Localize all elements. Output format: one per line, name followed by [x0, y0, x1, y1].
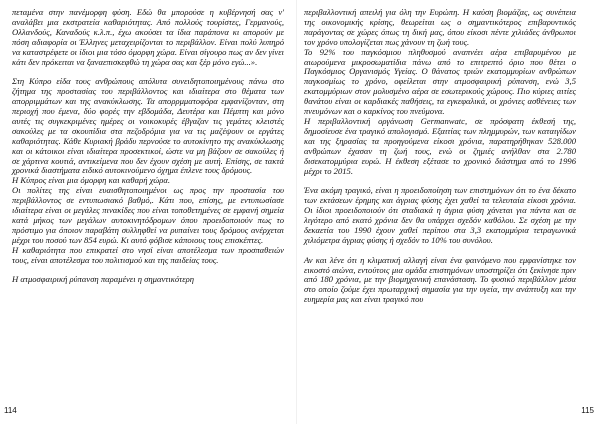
left-paragraph-6: Η ατμοσφαιρική ρύπανση παραμένει η σημαντικότερη	[12, 274, 195, 285]
left-paragraph-4: Οι πολίτες της είναι ευαισθητοποιημένοι ως προς την προστασία του περιβάλλοντος σε εντυπωσιακό βαθμό,. Κάτι που, επίσης, με εντυπωσίασε ιδιαίτερα είναι οι μεγάλες πινακίδες που είναι τοποθετημένες σε εμφανή σημεία κατά μήκος των μεγάλων αυτοκινητόδρομων όπου προειδοποιούν πως το πρόστιμο για όποιον παραβάτη συλληφθεί να ρυπαίνει τους δρόμους ανέρχεται μέχρι του ποσού των 854 ευρώ. Κι αυτό φόβισε κάποιους τους επισκέπτες.	[12, 185, 284, 245]
left-paragraph-5: Η καθαριότητα που επικρατεί στο νησί είναι αποτέλεσμα των προσπαθειών τους, είναι αποτέλεσμα του πολιτισμού και της παιδείας τους.	[12, 244, 284, 265]
left-page	[12, 8, 284, 285]
left-paragraph-3: Η Κύπρος είναι μια όμορφη και καθαρή χώρα.	[12, 175, 171, 186]
right-paragraph-3: Η περιβαλλοντική οργάνωση Germanwatc, σε πρόσφατη έκθεσή της, δημοσίευσε ένα τραγικό απολογισμό. Εξαιτίας των πλημμυρών, των καταιγίδων και της ξηρασίας τα προηγούμενα είκοσι χρόνια, παρατηρήθηκαν 528.000 ανθρώπων έχασαν τη ζωή τους, ενώ οι ζημιές ανήλθαν στα 2.780 δισεκατομμύρια ευρώ. Η έκθεση εξέτασε το χρονικό διάστημα από το 1996 μέχρι το 2015.	[304, 115, 576, 176]
book-gutter	[296, 0, 297, 424]
right-paragraph-2: Το 92% του παγκόσμιου πληθυσμού αναπνέει αέρα επιβαρυμένου με αιωρούμενα μικροσωματίδια πάνω από το επιτρεπτό όριο που θέτει ο Παγκόσμιος Οργανισμός Υγείας. Ο θάνατος τριών εκατομμυρίων ανθρώπων παγκοσμίως το χρόνο, οφείλεται στην ατμοσφαιρική ρύπανση, ενώ 3,5 εκατομμύριων στον μολυσμένο αέρα σε εσωτερικούς χώρους. Πιο κύριες αιτίες θανάτου είναι οι καρδιακές παθήσεις, τα εγκεφαλικά, οι χρόνιες ασθένειες των πνευμόνων και ο καρκίνος του πνεύμονα.	[304, 46, 576, 117]
right-page-number: 115	[581, 406, 594, 416]
right-paragraph-1: περιβαλλοντική απειλή για όλη την Ευρώπη. Η καύση βιομάζας, ως συνέπεια της οικονομικής κρίσης, θεωρείται ως ο σημαντικότερος επιβαρυντικός παράγοντας σε χώρες όπως τη δική μας, όπου είκοσι πέντε χιλιάδες άνθρωποι τον χρόνο υπολογίζεται πως χάνουν τη ζωή τους.	[304, 7, 576, 47]
right-page	[304, 8, 576, 305]
left-page-number: 114	[4, 406, 17, 416]
right-paragraph-4: Ένα ακόμη τραγικό, είναι η προειδοποίηση των επιστημόνων ότι το ένα δέκατο των εκτάσεων έρημης και άγριας φύσης έχει χαθεί τα τελευταία είκοσι χρόνια. Οι ίδιοι προειδοποιούν ότι σταδιακά η άγρια φύση χάνεται για πάντα και σε λιγότερο από εκατό χρόνια δεν θα υπάρχει σχεδόν καθόλου. Σε σχέση με την δεκαετία του 1990 έχουν χαθεί περίπου στα 3,3 εκατομμύρια τετραγωνικά χιλιόμετρα άγριας φύσης ή σχεδόν το 10% του συνόλου.	[304, 185, 576, 245]
left-paragraph-2: Στη Κύπρο είδα τους ανθρώπους απόλυτα συνειδητοποιημένους πάνω στο ζήτημα της προστασίας του περιβάλλοντος και ιδιαίτερα στο θέματα των απορριμμάτων και της ανακύκλωσης. Τα απορρμματοφόρα εμφανίζονταν, στη περιοχή που έμενα, δύο φορές την εβδομάδα, Δευτέρα και Πέμπτη και μόνο αυτές τις συγκεκριμένες ημέρες οι νοικοκυρές έβγαζαν τις γεμάτες κλειστές σακούλες με τα σκουπίδια στα πεζοδρόμια για να τις μαζέψουν οι εργάτες καθαριότητας. Κάθε Κυριακή βράδυ περνούσε το αυτοκίνητο της ανακύκλωσης και οι κάτοικοι είναι ιδιαίτερα προσεκτικοί, ώστε να μη βάζουν σε σακούλες ή σε χάρτινα κουτιά, αντικείμενα που δεν έχουν σχέση με αυτή. Επίσης, σε τακτά χρονικά διαστήματα ειδικό αυτοκινούμενο όχημα έπλενε τους δρόμους.	[12, 76, 284, 176]
left-paragraph-1: πεταμένα στην πανέμορφη φύση. Εδώ θα μπορούσε η κυβέρνησή σας ν' αναλάβει μια εκστρατεία καθαριότητας. Από πολλούς τουρίστες, Γερμανούς, Ολλανδούς, Καναδούς κ.λ.π., έχω ακούσει τα ίδια παράπονα κι απορούν με πόση αδιαφορία οι Έλληνες μεταχειρίζονται το περιβάλλον. Είναι πολύ λυπηρό να καταστρέφετε οι ίδιοι μια τόσο όμορφη χώρα. Είναι σίγουρο πως αν δεν γίνει κάτι δεν πρόκειται να ξαναεπισκεφθώ τη χώρα σας και ξέρ μόνο εγώ...».	[12, 7, 284, 67]
right-paragraph-5: Αν και λένε ότι η κλιματική αλλαγή είναι ένα φαινόμενο που εμφανίστηκε τον εικοστό αιώνα, εντούτοις μια ομάδα επιστημόνων υποστηρίζει ότι ξεκίνησε πριν από 180 χρόνια, με την βιομηχανική επανάσταση. Το φυσικό περιβάλλον μέσα στο οποίο ζούμε έχει πρωταρχική σημασία για την υγεία, την ανάπτυξη και την ευημερία μας και είναι τραγικό που	[304, 254, 576, 305]
